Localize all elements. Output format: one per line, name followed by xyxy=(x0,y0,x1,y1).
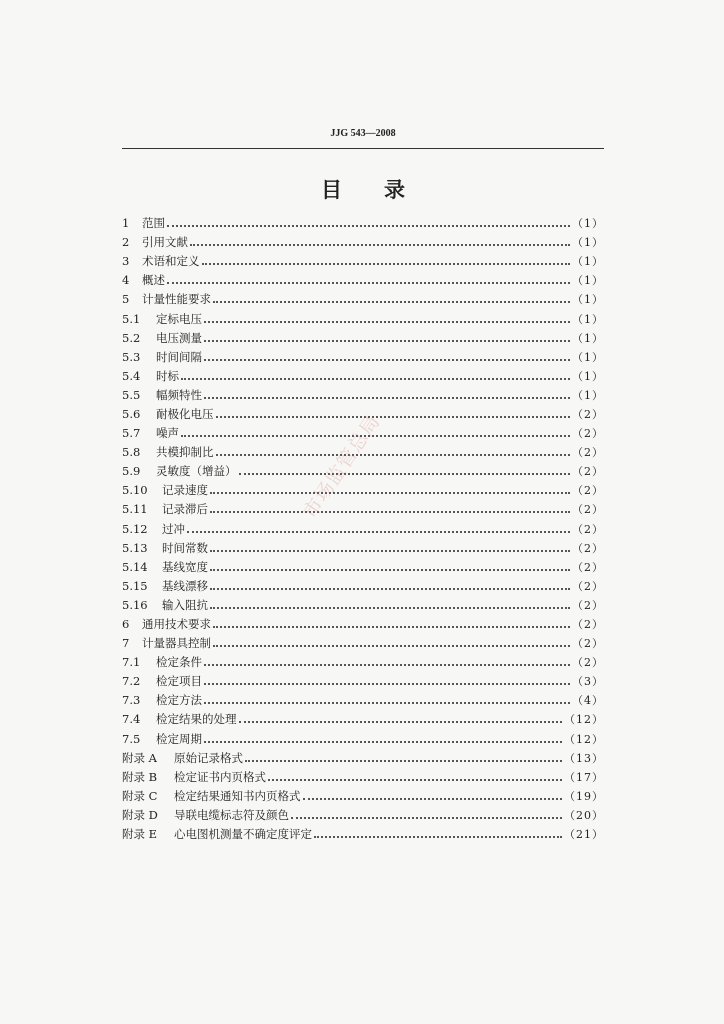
toc-entry-label: 时间常数 xyxy=(162,540,208,555)
toc-entry-number: 1 xyxy=(122,216,130,231)
toc-entry[interactable] xyxy=(122,329,604,348)
toc-entry[interactable] xyxy=(122,386,604,405)
toc-entry-label: 检定结果的处理 xyxy=(156,712,237,727)
toc-entry-page: （1） xyxy=(572,331,604,345)
toc-entry-label: 原始记录格式 xyxy=(174,750,243,765)
toc-leader-dots xyxy=(216,453,571,456)
toc-entry-number: 3 xyxy=(122,254,130,269)
toc-entry-number: 5.13 xyxy=(122,540,148,555)
toc-entry[interactable] xyxy=(122,730,604,749)
toc-entry[interactable] xyxy=(122,348,604,367)
toc-entry-number: 附录 D xyxy=(122,807,158,822)
toc-leader-dots xyxy=(187,530,570,533)
toc-entry-label: 计量器具控制 xyxy=(142,636,211,651)
toc-entry-page: （2） xyxy=(572,484,604,498)
toc-entry-page: （1） xyxy=(572,255,604,269)
toc-entry-label: 灵敏度（增益） xyxy=(156,464,237,479)
toc-entry-page: （2） xyxy=(572,541,604,555)
toc-leader-dots xyxy=(210,510,570,513)
toc-entry-page: （12） xyxy=(564,732,604,746)
toc-leader-dots xyxy=(210,491,570,494)
table-of-contents xyxy=(122,214,604,844)
toc-entry[interactable] xyxy=(122,653,604,672)
title-char-1: 目 xyxy=(321,177,342,202)
standard-code-header: JJG 543—2008 xyxy=(330,128,396,139)
toc-entry-number: 5.12 xyxy=(122,521,148,536)
toc-leader-dots xyxy=(204,358,570,361)
toc-entry-number: 5.14 xyxy=(122,559,148,574)
toc-entry[interactable] xyxy=(122,539,604,558)
toc-entry-page: （19） xyxy=(564,789,604,803)
toc-entry-label: 输入阻抗 xyxy=(162,597,208,612)
toc-entry-label: 术语和定义 xyxy=(142,254,200,269)
page-title xyxy=(122,174,604,204)
toc-entry-number: 7.2 xyxy=(122,674,141,689)
toc-entry-number: 附录 A xyxy=(122,750,157,765)
toc-entry-label: 幅频特性 xyxy=(156,387,202,402)
toc-entry-number: 5.5 xyxy=(122,387,141,402)
toc-entry-number: 5.6 xyxy=(122,406,141,421)
toc-entry-page: （1） xyxy=(572,312,604,326)
toc-leader-dots xyxy=(210,568,570,571)
toc-entry-number: 7 xyxy=(122,636,130,651)
toc-entry[interactable] xyxy=(122,615,604,634)
toc-entry[interactable] xyxy=(122,691,604,710)
toc-entry[interactable] xyxy=(122,367,604,386)
toc-leader-dots xyxy=(216,415,571,418)
toc-entry-label: 检定结果通知书内页格式 xyxy=(174,788,301,803)
toc-leader-dots xyxy=(181,377,570,380)
toc-leader-dots xyxy=(213,300,570,303)
toc-leader-dots xyxy=(204,320,570,323)
toc-entry-page: （1） xyxy=(572,293,604,307)
toc-entry-label: 过冲 xyxy=(162,521,185,536)
header-divider xyxy=(122,148,604,149)
toc-entry-number: 5.10 xyxy=(122,483,148,498)
toc-entry-number: 5 xyxy=(122,292,130,307)
toc-entry-number: 5.2 xyxy=(122,330,141,345)
toc-entry-label: 电压测量 xyxy=(156,330,202,345)
toc-entry-page: （20） xyxy=(564,808,604,822)
toc-leader-dots xyxy=(204,396,570,399)
toc-entry-label: 检定方法 xyxy=(156,693,202,708)
toc-entry-number: 附录 C xyxy=(122,788,158,803)
toc-entry[interactable] xyxy=(122,710,604,729)
toc-entry[interactable] xyxy=(122,462,604,481)
toc-entry-number: 4 xyxy=(122,273,130,288)
toc-entry-number: 2 xyxy=(122,235,130,250)
toc-entry-label: 检定证书内页格式 xyxy=(174,769,266,784)
toc-entry-label: 检定条件 xyxy=(156,655,202,670)
toc-entry-label: 检定周期 xyxy=(156,731,202,746)
toc-leader-dots xyxy=(167,224,570,227)
toc-entry-number: 5.11 xyxy=(122,502,148,517)
toc-entry-label: 噪声 xyxy=(156,426,179,441)
toc-entry-label: 心电图机测量不确定度评定 xyxy=(174,827,312,842)
toc-entry-page: （2） xyxy=(572,407,604,421)
toc-entry-page: （3） xyxy=(572,675,604,689)
toc-entry-label: 共模抑制比 xyxy=(156,445,214,460)
toc-entry[interactable] xyxy=(122,672,604,691)
toc-entry-number: 5.16 xyxy=(122,597,148,612)
toc-entry-page: （2） xyxy=(572,465,604,479)
toc-entry-page: （2） xyxy=(572,446,604,460)
toc-entry-label: 记录滞后 xyxy=(162,502,208,517)
toc-entry-label: 耐极化电压 xyxy=(156,406,214,421)
toc-entry-label: 定标电压 xyxy=(156,311,202,326)
toc-entry-label: 时标 xyxy=(156,368,179,383)
toc-leader-dots xyxy=(204,740,562,743)
toc-entry-label: 基线宽度 xyxy=(162,559,208,574)
toc-entry[interactable] xyxy=(122,500,604,519)
toc-leader-dots xyxy=(213,644,570,647)
toc-entry-label: 引用文献 xyxy=(142,235,188,250)
toc-entry[interactable] xyxy=(122,520,604,539)
toc-entry[interactable] xyxy=(122,309,604,328)
toc-entry[interactable] xyxy=(122,596,604,615)
toc-entry-page: （4） xyxy=(572,694,604,708)
toc-leader-dots xyxy=(210,587,570,590)
toc-entry-number: 5.4 xyxy=(122,368,141,383)
toc-entry-number: 5.8 xyxy=(122,445,141,460)
toc-entry-label: 通用技术要求 xyxy=(142,617,211,632)
toc-entry-number: 5.9 xyxy=(122,464,141,479)
toc-entry-page: （1） xyxy=(572,350,604,364)
toc-entry-page: （13） xyxy=(564,751,604,765)
toc-entry-label: 导联电缆标志符及颜色 xyxy=(174,807,289,822)
toc-entry-label: 范围 xyxy=(142,216,165,231)
toc-leader-dots xyxy=(204,682,570,685)
toc-entry[interactable] xyxy=(122,558,604,577)
toc-leader-dots xyxy=(213,625,570,628)
toc-entry-label: 基线漂移 xyxy=(162,578,208,593)
toc-entry-number: 5.3 xyxy=(122,349,141,364)
toc-leader-dots xyxy=(204,663,570,666)
toc-leader-dots xyxy=(202,262,571,265)
toc-entry-page: （1） xyxy=(572,217,604,231)
toc-entry[interactable] xyxy=(122,252,604,271)
toc-entry[interactable] xyxy=(122,481,604,500)
toc-entry-number: 7.1 xyxy=(122,655,141,670)
toc-entry[interactable] xyxy=(122,577,604,596)
toc-entry-label: 检定项目 xyxy=(156,674,202,689)
toc-entry[interactable] xyxy=(122,806,604,825)
toc-entry-number: 5.1 xyxy=(122,311,141,326)
toc-entry-page: （2） xyxy=(572,637,604,651)
toc-entry-page: （1） xyxy=(572,236,604,250)
toc-entry[interactable] xyxy=(122,825,604,844)
toc-leader-dots xyxy=(210,606,570,609)
toc-leader-dots xyxy=(190,243,570,246)
toc-entry-page: （12） xyxy=(564,713,604,727)
toc-leader-dots xyxy=(204,339,570,342)
toc-entry-page: （2） xyxy=(572,618,604,632)
toc-entry-page: （2） xyxy=(572,656,604,670)
toc-entry-page: （1） xyxy=(572,274,604,288)
toc-leader-dots xyxy=(210,549,570,552)
toc-entry[interactable] xyxy=(122,233,604,252)
title-char-2: 录 xyxy=(384,177,405,202)
toc-leader-dots xyxy=(239,472,571,475)
toc-entry[interactable] xyxy=(122,768,604,787)
toc-entry-number: 7.5 xyxy=(122,731,141,746)
toc-entry-number: 附录 E xyxy=(122,827,158,842)
toc-entry-page: （2） xyxy=(572,522,604,536)
toc-entry-number: 6 xyxy=(122,617,130,632)
toc-entry-page: （2） xyxy=(572,503,604,517)
toc-leader-dots xyxy=(303,797,563,800)
toc-leader-dots xyxy=(245,759,562,762)
toc-entry[interactable] xyxy=(122,214,604,233)
toc-entry-page: （1） xyxy=(572,369,604,383)
toc-entry-page: （21） xyxy=(564,828,604,842)
toc-entry[interactable] xyxy=(122,749,604,768)
toc-leader-dots xyxy=(239,720,563,723)
toc-entry-label: 记录速度 xyxy=(162,483,208,498)
toc-leader-dots xyxy=(167,281,570,284)
toc-leader-dots xyxy=(268,778,562,781)
toc-entry-page: （2） xyxy=(572,598,604,612)
toc-entry-label: 时间间隔 xyxy=(156,349,202,364)
toc-entry-number: 5.7 xyxy=(122,426,141,441)
toc-entry-number: 附录 B xyxy=(122,769,158,784)
toc-leader-dots xyxy=(314,835,562,838)
toc-entry[interactable] xyxy=(122,634,604,653)
toc-entry-number: 7.3 xyxy=(122,693,141,708)
toc-leader-dots xyxy=(204,701,570,704)
toc-entry-page: （2） xyxy=(572,427,604,441)
toc-entry[interactable] xyxy=(122,271,604,290)
toc-entry-label: 概述 xyxy=(142,273,165,288)
toc-entry-number: 7.4 xyxy=(122,712,141,727)
toc-entry-page: （2） xyxy=(572,560,604,574)
toc-entry-label: 计量性能要求 xyxy=(142,292,211,307)
toc-entry[interactable] xyxy=(122,787,604,806)
toc-entry-page: （17） xyxy=(564,770,604,784)
toc-entry-page: （1） xyxy=(572,388,604,402)
toc-entry-page: （2） xyxy=(572,579,604,593)
toc-leader-dots xyxy=(291,816,562,819)
toc-entry[interactable] xyxy=(122,290,604,309)
toc-entry-number: 5.15 xyxy=(122,578,148,593)
watermark: 市场监管总局 xyxy=(299,410,385,523)
